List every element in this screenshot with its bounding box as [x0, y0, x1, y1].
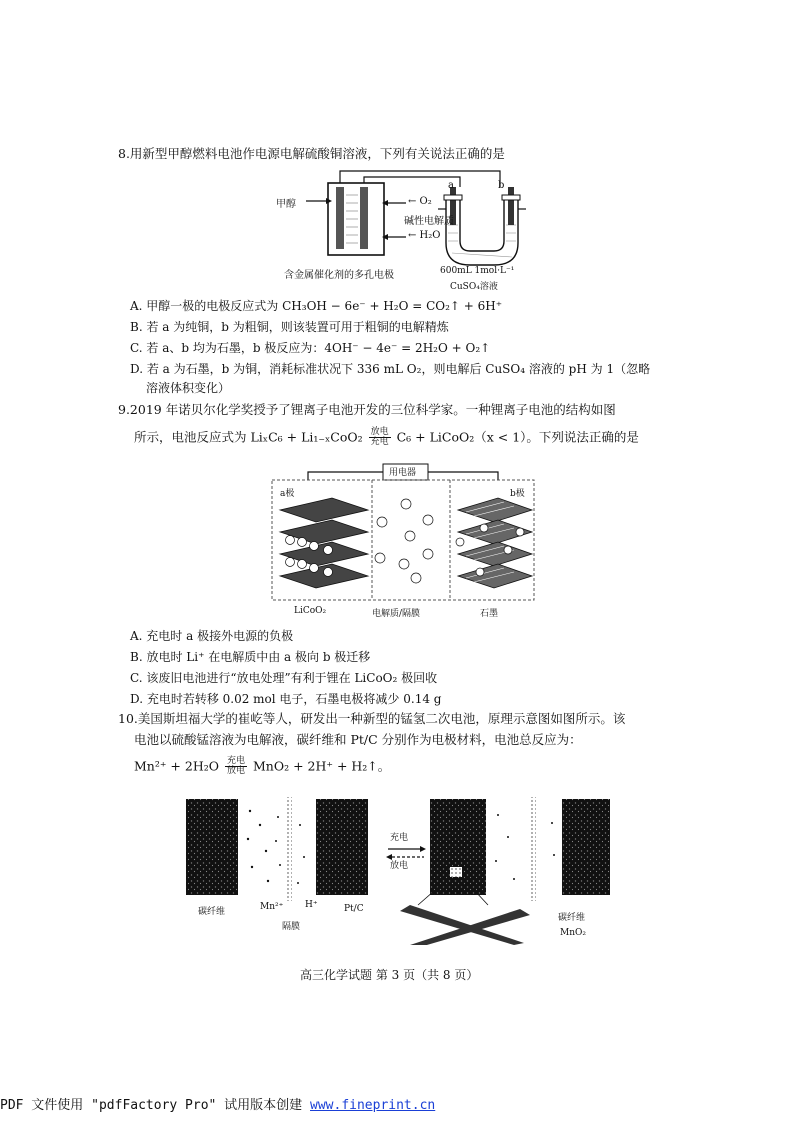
membrane-left	[286, 797, 292, 901]
q8-option-a: A. 甲醇一极的电极反应式为 CH₃OH − 6e⁻ + H₂O = CO₂↑ + 6H⁺	[130, 299, 503, 313]
label-o2: ← O₂	[408, 196, 432, 207]
q10-eq-right: MnO₂ + 2H⁺ + H₂↑。	[252, 758, 391, 774]
q9-figure	[268, 458, 538, 618]
q8-option-b: B. 若 a 为纯铜，b 为粗铜，则该装置可用于粗铜的电解精炼	[130, 320, 449, 334]
electrode-right	[562, 799, 610, 895]
q9-option-d: D. 充电时若转移 0.02 mol 电子，石墨电极将减少 0.14 g	[130, 692, 442, 706]
arrow-discharge: 放电	[370, 427, 389, 437]
label-carbon-fiber: 碳纤维	[198, 907, 226, 917]
q8-option-d-cont: 溶液体积变化）	[146, 381, 231, 395]
label-hplus: H⁺	[305, 900, 318, 910]
label-charge: 充电	[390, 833, 409, 843]
label-ptc: Pt/C	[344, 904, 364, 914]
q9-stem-line2	[134, 428, 639, 448]
label-mn2plus: Mn²⁺	[260, 902, 284, 912]
q8-option-c: C. 若 a、b 均为石墨，b 极反应为：4OH⁻ − 4e⁻ = 2H₂O + O₂↑	[130, 341, 491, 355]
q10-stem-line2: 电池以硫酸锰溶液为电解液，碳纤维和 Pt/C 分别作为电极材料，电池总反应为：	[134, 732, 582, 747]
q9-option-c: C. 该废旧电池进行“放电处理”有利于锂在 LiCoO₂ 极回收	[130, 671, 438, 685]
arrow-charge: 充电	[370, 437, 389, 448]
q10-eq-left: Mn²⁺ + 2H₂O	[134, 758, 219, 774]
label-electrode-b: b极	[510, 489, 525, 499]
pdf-note-text: PDF 文件使用 "pdfFactory Pro" 试用版本创建	[0, 1098, 311, 1113]
q10-stem-line1: 10.美国斯坦福大学的崔屹等人，研发出一种新型的锰氢二次电池，原理示意图如图所示。该	[118, 711, 626, 726]
q9-reaction-left: 所示，电池反应式为 LiₓC₆ + Li₁₋ₓCoO₂	[134, 429, 363, 445]
label-solution-conc: 600mL 1mol·L⁻¹	[440, 266, 515, 276]
carbon-fiber-right	[430, 799, 486, 895]
q8-stem: 8.用新型甲醇燃料电池作电源电解硫酸铜溶液，下列有关说法正确的是	[118, 146, 505, 161]
fiber-1	[400, 905, 524, 945]
label-external-load: 用电器	[389, 468, 417, 478]
q9-reaction-arrow	[369, 428, 391, 448]
label-mno2: MnO₂	[560, 928, 586, 938]
porous-electrode-left	[336, 187, 344, 249]
porous-electrode-right	[360, 187, 368, 249]
label-porous-electrode: 含金属催化剂的多孔电极	[284, 270, 394, 281]
q10-equation	[134, 757, 390, 777]
label-membrane: 隔膜	[282, 922, 301, 932]
electrode-b	[508, 187, 514, 225]
pdf-watermark-note	[0, 1094, 435, 1113]
q9-stem-line1: 9.2019 年诺贝尔化学奖授予了锂离子电池开发的三位科学家。一种锂离子电池的结构如图	[118, 402, 616, 417]
label-carbon-fiber-zoom: 碳纤维	[558, 913, 586, 923]
q9-option-b: B. 放电时 Li⁺ 在电解质中由 a 极向 b 极迁移	[130, 650, 371, 664]
label-discharge: 放电	[390, 861, 409, 871]
membrane-right	[530, 797, 536, 901]
q9-reaction-right: C₆ + LiCoO₂（x < 1）。下列说法正确的是	[396, 429, 639, 445]
label-b: b	[498, 180, 505, 191]
q8-option-d: D. 若 a 为石墨，b 为铜，消耗标准状况下 336 mL O₂，则电解后 CuSO₄ 溶液的 pH 为 1（忽略	[130, 362, 651, 376]
q10-eq-arrow	[225, 757, 247, 777]
label-electrolyte-separator: 电解质/隔膜	[372, 609, 421, 619]
page-footer: 高三化学试题 第 3 页（共 8 页）	[300, 968, 479, 982]
carbon-fiber-left	[186, 799, 238, 895]
eq-arrow-discharge: 放电	[226, 766, 245, 777]
label-electrode-a: a极	[280, 489, 295, 499]
label-graphite: 石墨	[480, 609, 499, 619]
fineprint-link[interactable]: www.fineprint.cn	[310, 1098, 436, 1113]
eq-arrow-charge: 充电	[226, 756, 245, 766]
ptc-electrode	[316, 799, 368, 895]
q9-option-a: A. 充电时 a 极接外电源的负极	[130, 629, 294, 643]
label-licoo2: LiCoO₂	[294, 606, 327, 616]
label-alkaline-electrolyte: 碱性电解质	[404, 216, 454, 227]
label-a: a	[448, 180, 454, 191]
label-cuso4: CuSO₄溶液	[450, 282, 498, 292]
label-h2o: ← H₂O	[408, 230, 441, 241]
label-methanol: 甲醇	[276, 199, 296, 210]
